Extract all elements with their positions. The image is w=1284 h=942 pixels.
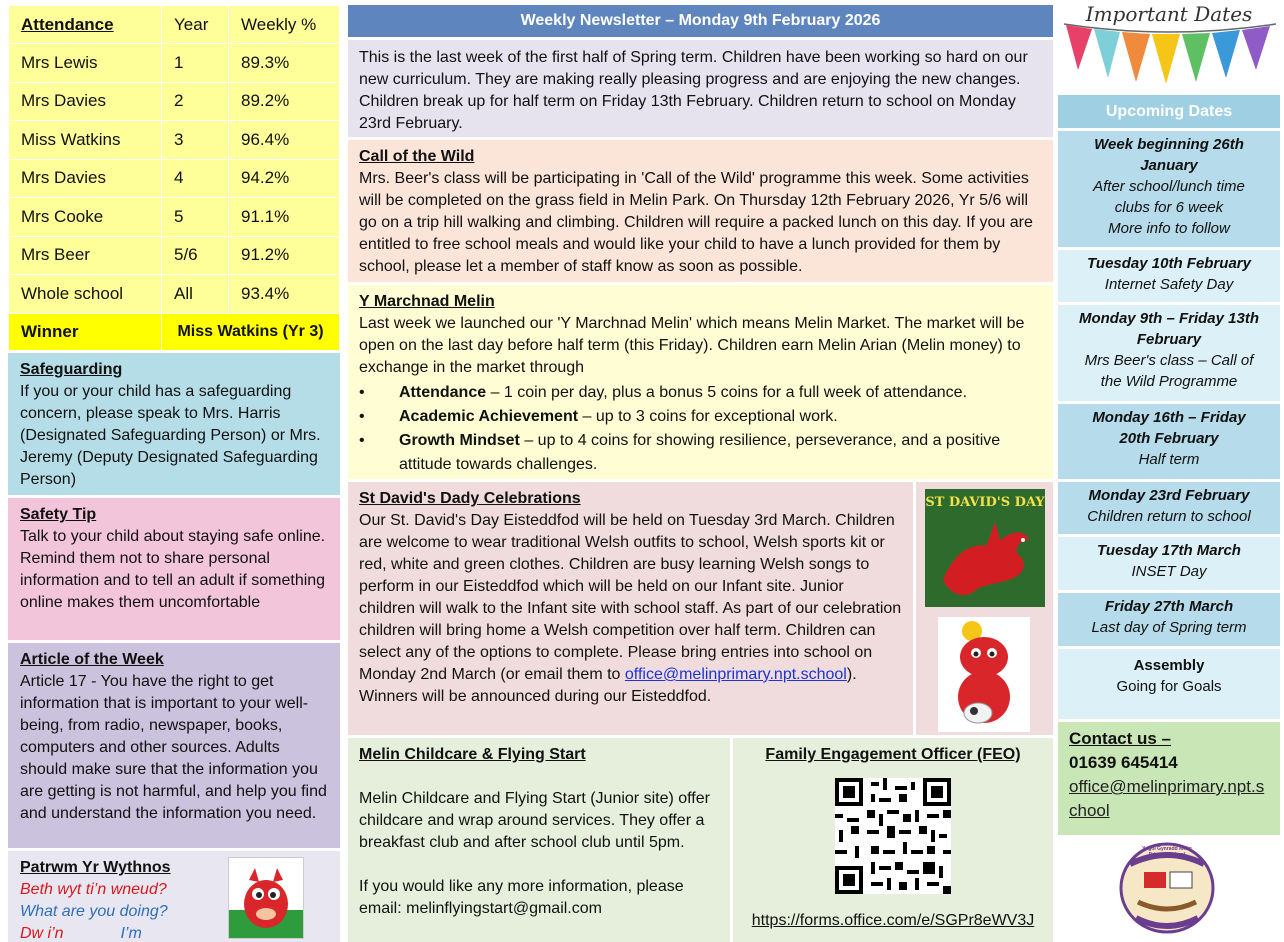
cell-year: All <box>162 275 229 314</box>
table-row <box>9 198 340 237</box>
date-title: Monday 16th – Friday 20th February <box>1092 409 1246 447</box>
date-item <box>1058 593 1280 646</box>
bullet-text: – up to 4 coins for showing resilience, perseverance, and a positive attitude towards challenges. <box>399 432 1001 473</box>
date-item <box>1058 404 1280 479</box>
upcoming-dates-header: Upcoming Dates <box>1058 95 1280 128</box>
childcare-box <box>348 738 730 942</box>
feo-form-link[interactable]: https://forms.office.com/e/SGPr8eWV3J <box>751 912 1035 929</box>
contact-title: Contact us – <box>1069 729 1172 748</box>
stdavid-text-part: Our St. David's Day Eisteddfod will be held on Tuesday 3rd March. Children are welcome to wear traditional Welsh outfits to school, Welsh sports kit or red, white and green clothes. Children are busy learning Welsh songs to perform in our Eisteddfod which will be held on our Infant site. Junior children will walk to the Infant site with school staff. As part of our celebration children will bring home a Welsh competition over half term. Children can select any of the options to complete. Please bring entries into school on Monday 2nd March (or email them to <box>359 512 902 683</box>
winner-label: Winner <box>9 313 162 350</box>
cell-percent: 93.4% <box>229 275 340 314</box>
safeguarding-text: If you or your child has a safeguarding concern, please speak to Mrs. Harris (Designated Safeguarding Person) or Mrs. Jeremy (Deputy Designated Safeguarding Person) <box>20 383 321 488</box>
qr-code-icon[interactable] <box>835 778 951 894</box>
childcare-text-2: If you would like any more information, please email: melinflyingstart@gmail.com <box>359 878 684 917</box>
cell-year: 3 <box>162 121 229 160</box>
cell-percent: 94.2% <box>229 159 340 198</box>
feo-box <box>733 738 1053 942</box>
feo-title: Family Engagement Officer (FEO) <box>765 746 1021 763</box>
bullet-icon: • <box>359 432 365 449</box>
date-detail: Children return to school <box>1087 508 1251 525</box>
cell-teacher: Mrs Cooke <box>9 198 162 237</box>
list-item <box>359 429 1042 477</box>
list-item <box>359 381 1042 405</box>
patrwm-english-answer: I’m <box>120 925 142 942</box>
dragon-sheep-image <box>938 617 1030 732</box>
important-dates-title: Important Dates <box>1085 2 1253 26</box>
date-item <box>1058 131 1280 247</box>
cell-teacher: Mrs Davies <box>9 159 162 198</box>
childcare-text-1: Melin Childcare and Flying Start (Junior site) offer childcare and wrap around services. They offer a breakfast club and after school club until 5pm. <box>359 790 710 851</box>
table-header-row <box>9 6 340 44</box>
st-davids-day-image <box>925 489 1045 607</box>
cell-percent: 89.2% <box>229 82 340 121</box>
bullet-bold: Academic Achievement <box>399 408 579 425</box>
intro-text: This is the last week of the first half of Spring term. Children have been working so hard on our new curriculum. They are making really pleasing progress and are enjoying the new changes. Children break up for half term on Friday 13th February. Children return to school on Monday 23rd February. <box>359 49 1028 132</box>
article-of-week-box <box>8 643 340 848</box>
newsletter-title: Weekly Newsletter – Monday 9th February 2026 <box>348 5 1053 37</box>
date-title: Assembly <box>1133 657 1205 674</box>
table-row <box>9 82 340 121</box>
bullet-icon: • <box>359 408 365 425</box>
patrwm-welsh-question: Beth wyt ti’n wneud? <box>20 881 167 898</box>
cell-teacher: Mrs Lewis <box>9 44 162 83</box>
date-item <box>1058 649 1280 719</box>
date-detail: Last day of Spring term <box>1091 619 1247 636</box>
stdavid-text-end: ). Winners will be announced during our Eisteddfod. <box>359 666 857 705</box>
bullet-icon: • <box>359 384 365 401</box>
date-title: Friday 27th March <box>1104 598 1234 615</box>
safety-tip-text: Talk to your child about staying safe online. Remind them not to share personal information and to tell an adult if something online makes them uncomfortable <box>20 528 326 611</box>
date-title: Week beginning 26th January <box>1094 136 1244 174</box>
attendance-table-panel <box>8 5 340 350</box>
date-title: Monday 9th – Friday 13th February <box>1078 310 1260 348</box>
cell-percent: 89.3% <box>229 44 340 83</box>
date-detail: Half term <box>1138 451 1200 468</box>
dragon-mascot-icon <box>228 857 304 939</box>
childcare-title: Melin Childcare & Flying Start <box>359 746 586 763</box>
safeguarding-box <box>8 353 340 495</box>
bullet-bold: Growth Mindset <box>399 432 520 449</box>
article-text: Article 17 - You have the right to get information that is important to your well-being, from radio, newspaper, books, computers and other sources. Adults should make sure that the information you are getting is not harmful, and help you find and understand the information you need. <box>20 673 327 822</box>
date-detail: INSET Day <box>1131 563 1207 580</box>
cell-percent: 96.4% <box>229 121 340 160</box>
patrwm-english-question: What are you doing? <box>20 903 168 920</box>
date-detail: Going for Goals <box>1116 678 1222 695</box>
cell-teacher: Mrs Davies <box>9 82 162 121</box>
cell-percent: 91.1% <box>229 198 340 237</box>
date-detail: Internet Safety Day <box>1104 276 1234 293</box>
cell-year: 5 <box>162 198 229 237</box>
header-attendance: Attendance <box>9 6 162 44</box>
marchnad-title: Y Marchnad Melin <box>359 293 495 310</box>
bullet-bold: Attendance <box>399 384 487 401</box>
date-item <box>1058 482 1280 534</box>
cell-year: 1 <box>162 44 229 83</box>
cell-teacher: Whole school <box>9 275 162 314</box>
st-davids-box <box>348 482 913 735</box>
table-row <box>9 159 340 198</box>
safety-tip-title: Safety Tip <box>20 506 97 523</box>
safeguarding-title: Safeguarding <box>20 361 123 378</box>
school-logo <box>1058 840 1280 942</box>
table-row <box>9 121 340 160</box>
stdavid-title: St David's Dady Celebrations <box>359 490 581 507</box>
date-detail: After school/lunch time clubs for 6 week More info to follow <box>1093 178 1245 237</box>
header-year: Year <box>162 6 229 44</box>
wild-text: Mrs. Beer's class will be participating in 'Call of the Wild' programme this week. Some activities will be completed on the grass field in Melin Park. On Thursday 12th February 2026, Yr 5/6 will go on a trip hill walking and climbing. Children will require a packed lunch on this day. If you are entitled to free school meals and would like your child to have a lunch provided for them by school, please let a member of staff know as soon as possible. <box>359 170 1033 275</box>
contact-phone: 01639 645414 <box>1069 753 1178 772</box>
safety-tip-box <box>8 498 340 640</box>
marchnad-list <box>359 381 1042 477</box>
intro-box <box>348 40 1053 137</box>
stdavid-text <box>359 510 902 708</box>
date-item <box>1058 250 1280 302</box>
patrwm-box <box>8 851 340 942</box>
bullet-text: – up to 3 coins for exceptional work. <box>578 408 838 425</box>
date-title: Monday 23rd February <box>1088 487 1250 504</box>
important-dates-banner <box>1058 0 1280 92</box>
table-row <box>9 236 340 275</box>
cell-teacher: Mrs Beer <box>9 236 162 275</box>
contact-email-link[interactable]: office@melinprimary.npt.school <box>1069 777 1265 820</box>
date-item <box>1058 537 1280 590</box>
article-title: Article of the Week <box>20 651 164 668</box>
date-item <box>1058 305 1280 401</box>
date-title: Tuesday 17th March <box>1097 542 1241 559</box>
winner-row <box>9 313 340 350</box>
marchnad-text: Last week we launched our 'Y Marchnad Melin' which means Melin Market. The market will be open on the last day before half term (this Friday). Children earn Melin Arian (Melin money) to exchange in the market through <box>359 315 1025 376</box>
st-davids-images <box>916 482 1053 735</box>
call-of-the-wild-box <box>348 140 1053 282</box>
marchnad-melin-box <box>348 285 1053 479</box>
cell-teacher: Miss Watkins <box>9 121 162 160</box>
cell-year: 2 <box>162 82 229 121</box>
bullet-text: – 1 coin per day, plus a bonus 5 coins for a full week of attendance. <box>486 384 968 401</box>
stdavid-email-link[interactable]: office@melinprimary.npt.school <box>624 666 847 683</box>
wild-title: Call of the Wild <box>359 148 475 165</box>
cell-percent: 91.2% <box>229 236 340 275</box>
st-davids-day-caption: ST DAVID'S DAY <box>925 495 1045 510</box>
school-logo-text: Ysgol Gynradd Melin Primary School <box>1142 846 1192 858</box>
list-item <box>359 405 1042 429</box>
contact-box <box>1058 722 1280 835</box>
header-weekly: Weekly % <box>229 6 340 44</box>
cell-year: 5/6 <box>162 236 229 275</box>
patrwm-title: Patrwm Yr Wythnos <box>20 859 171 876</box>
winner-value: Miss Watkins (Yr 3) <box>162 313 340 350</box>
date-title: Tuesday 10th February <box>1087 255 1251 272</box>
welsh-dragon-icon <box>925 510 1045 606</box>
table-row <box>9 275 340 314</box>
date-detail: Mrs Beer's class – Call of the Wild Programme <box>1084 352 1254 390</box>
table-row <box>9 44 340 83</box>
cell-year: 4 <box>162 159 229 198</box>
patrwm-welsh-answer: Dw i’n <box>20 925 64 942</box>
attendance-table <box>8 5 340 350</box>
